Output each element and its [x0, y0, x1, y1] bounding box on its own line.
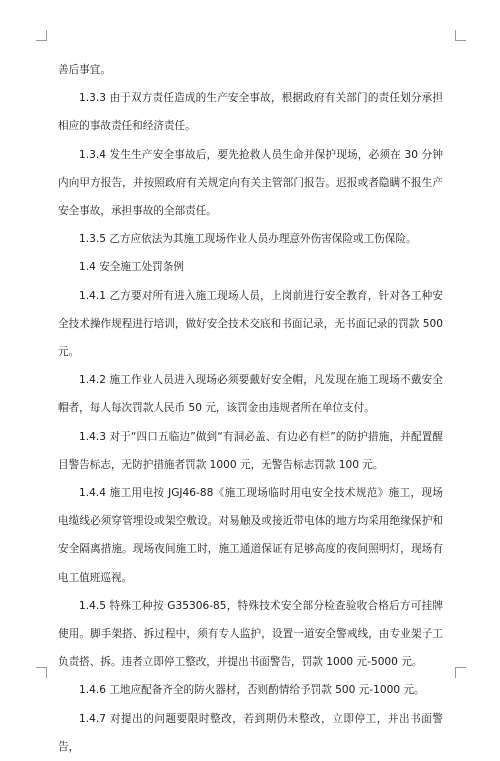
- crop-mark-bottom-left: [36, 667, 47, 678]
- clause-1-4-3: 1.4.3 对于“四口五临边”做到“有洞必盖、有边必有栏”的防护措施，并配置醒目警告标志，无防护措施者罚款 1000 元，无警告标志罚款 100 元。: [58, 430, 443, 471]
- clause-1-4-4: 1.4.4 施工用电按 JGJ46-88《施工现场临时用电安全技术规范》施工，现场电缆线必须穿管埋设或架空敷设。对易触及或接近带电体的地方均采用绝缘保护和安全隔离措施。现场夜间施工时，施工通道保证有足够高度的夜间照明灯，现场有电工值班巡视。: [58, 487, 443, 584]
- clause-1-3-3: 1.3.3 由于双方责任造成的生产安全事故，根据政府有关部门的责任划分承担相应的事故责任和经济责任。: [58, 92, 443, 133]
- paragraph-continuation: 善后事宜。: [58, 64, 111, 76]
- crop-mark-top-left: [36, 30, 47, 41]
- section-heading-1-4: 1.4 安全施工处罚条例: [79, 261, 184, 274]
- clause-1-3-5: 1.3.5 乙方应依法为其施工现场作业人员办理意外伤害保险或工伤保险。: [79, 233, 417, 246]
- clause-1-4-7: 1.4.7 对提出的问题要限时整改，若到期仍未整改，立即停工，并出书面警告，: [58, 712, 443, 753]
- clause-1-4-1: 1.4.1 乙方要对所有进入施工现场人员，上岗前进行安全教育，针对各工种安全技术操作规程进行培训，做好安全技术交底和书面记录，无书面记录的罚款 500 元。: [58, 289, 443, 359]
- clause-1-3-4: 1.3.4 发生生产安全事故后，要先抢救人员生命并保护现场，必须在 30 分钟内向甲方报告，并按照政府有关规定向有关主管部门报告。迟报或者隐瞒不报生产安全事故，承担事故的全部责任。: [58, 148, 443, 218]
- document-body: [58, 56, 443, 761]
- clause-1-4-6: 1.4.6 工地应配备齐全的防火器材，否则酌情给予罚款 500 元-1000 元。: [79, 684, 425, 697]
- crop-mark-bottom-right: [455, 667, 466, 678]
- crop-mark-top-right: [455, 30, 466, 41]
- clause-1-4-5: 1.4.5 特殊工种按 G35306-85，特殊技术安全部分检查验收合格后方可挂牌使用。脚手架搭、拆过程中，须有专人监护，设置一道安全警戒线，由专业架子工负责搭、拆。违者立即停工整改，并提出书面警告，罚款 1000 元-5000 元。: [58, 599, 443, 669]
- clause-1-4-2: 1.4.2 施工作业人员进入现场必须要戴好安全帽，凡发现在施工现场不戴安全帽者，每人每次罚款人民币 50 元，该罚金由违规者所在单位支付。: [58, 374, 443, 415]
